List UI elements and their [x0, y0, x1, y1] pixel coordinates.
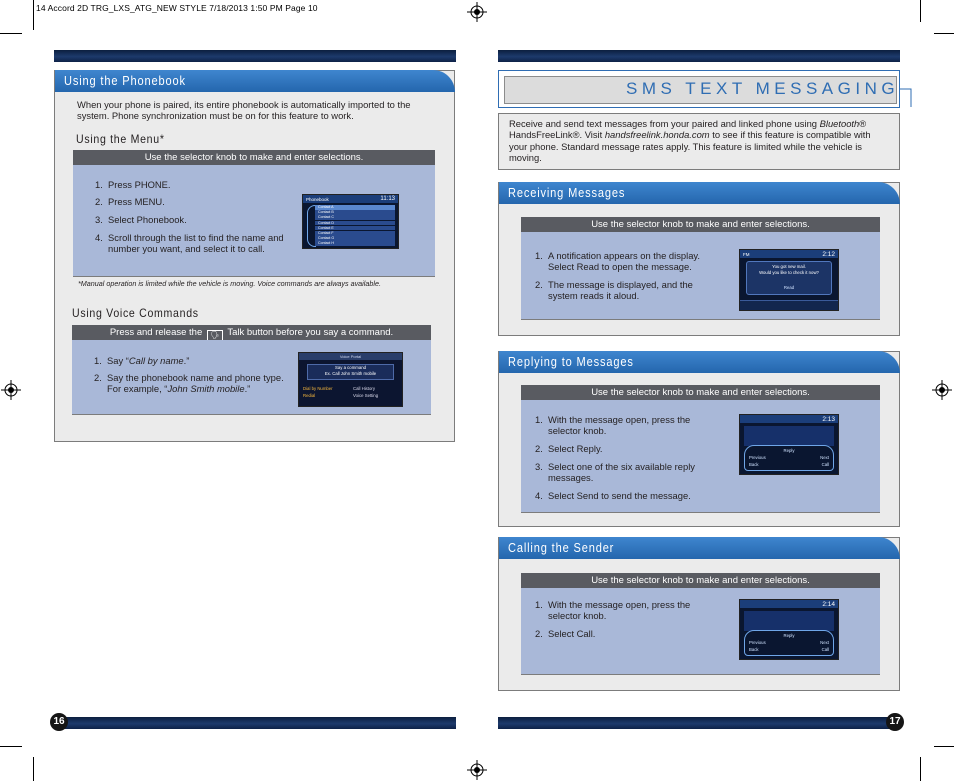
- menu-steps: [95, 179, 285, 254]
- top-band: [498, 50, 900, 62]
- voice-steps: [94, 355, 284, 394]
- phonebook-row: Contact B: [315, 210, 395, 215]
- phonebook-row: Contact C: [315, 215, 395, 220]
- calling-step: 1. With the message open, press the selector knob.: [535, 599, 691, 621]
- replying-step: 2. Select Reply.: [535, 443, 603, 454]
- phonebook-row: Contact A: [315, 205, 395, 210]
- page-title: SMS TEXT MESSAGING: [626, 79, 900, 98]
- calling-step: 2. Select Call.: [535, 628, 596, 639]
- page-number: 16: [50, 713, 68, 731]
- screen-line: Ex. Call John Smith mobile: [324, 371, 377, 376]
- screen-line: You got new mail.: [772, 264, 806, 269]
- crop-mark: [0, 33, 22, 34]
- crop-mark: [920, 757, 921, 781]
- section-tab-receiving: Receiving Messages: [499, 182, 900, 204]
- registration-mark-icon: [467, 760, 487, 780]
- menu-step: 4. Scroll through the list to find the name and number you want, and select it to call.: [95, 232, 284, 254]
- menu-step: 3. Select Phonebook.: [95, 214, 187, 225]
- menu-step: 1. Press PHONE.: [95, 179, 171, 190]
- fm-label: FM: [743, 251, 750, 257]
- crop-mark: [33, 0, 34, 30]
- page-number: 17: [886, 713, 904, 731]
- receiving-step: 2. The message is displayed, and the system reads it aloud.: [535, 279, 693, 301]
- menu-subheading: Using the Menu*: [76, 132, 165, 146]
- voice-subheading: Using Voice Commands: [72, 306, 199, 320]
- crop-mark: [920, 0, 921, 22]
- print-slug: 14 Accord 2D TRG_LXS_ATG_NEW STYLE 7/18/2013 1:50 PM Page 10: [36, 3, 318, 13]
- registration-mark-icon: [932, 380, 952, 400]
- voice-portal-screen-image: [298, 352, 403, 407]
- talk-button-icon: 🗣: [207, 330, 223, 342]
- screen-clock: 11:13: [380, 196, 395, 202]
- registration-mark-icon: [1, 380, 21, 400]
- screen-option: Dial by Number: [303, 386, 333, 391]
- menu-option-reply: Reply: [783, 633, 795, 638]
- receiving-instruction-bar: Use the selector knob to make and enter selections.: [521, 217, 880, 232]
- section-tab-phonebook: Using the Phonebook: [55, 70, 455, 92]
- menu-footnote: *Manual operation is limited while the vehicle is moving. Voice commands are always available.: [78, 279, 381, 288]
- section-tab-calling: Calling the Sender: [499, 537, 900, 559]
- menu-instruction-bar: Use the selector knob to make and enter selections.: [73, 150, 435, 165]
- phonebook-list: [315, 205, 395, 247]
- phonebook-row: Contact H: [315, 241, 395, 246]
- bottom-band: [54, 717, 456, 729]
- crop-mark: [0, 746, 22, 747]
- voice-step: 1. Say “Call by name.”: [94, 355, 190, 366]
- phonebook-screen-image: [302, 194, 399, 249]
- screen-line: Say a command: [334, 365, 367, 370]
- voice-instruction-bar: [72, 325, 431, 340]
- menu-option-call: Call: [821, 647, 829, 652]
- sms-intro: Receive and send text messages from your paired and linked phone using Bluetooth® HandsFreeLink®. Visit handsfreelink.honda.com to see if this feature is compatible with your phone. Standard message rates apply. This feature is limited while the vehicle is moving.: [509, 118, 871, 163]
- calling-steps: [535, 599, 720, 639]
- menu-option-back: Back: [749, 462, 759, 467]
- replying-step: 3. Select one of the six available reply messages.: [535, 461, 695, 483]
- receiving-steps: [535, 250, 720, 301]
- calling-instruction-bar: Use the selector knob to make and enter selections.: [521, 573, 880, 588]
- screen-clock: 2:13: [822, 415, 835, 423]
- phonebook-intro: When your phone is paired, its entire phonebook is automatically imported to the system. Phone synchronization must be on for this feature to work.: [77, 99, 411, 122]
- replying-steps: [535, 414, 720, 501]
- voice-bar-text-after: Talk button before you say a command.: [227, 327, 394, 338]
- call-screen-image: [739, 599, 839, 660]
- screen-action: Read: [783, 285, 795, 290]
- crop-mark: [934, 33, 954, 34]
- replying-step: 4. Select Send to send the message.: [535, 490, 691, 501]
- section-tab-replying: Replying to Messages: [499, 351, 900, 373]
- new-mail-screen-image: [739, 249, 839, 311]
- phonebook-row: Contact E: [315, 226, 395, 231]
- screen-title: Voice Portal: [299, 353, 402, 360]
- screen-option: Voice Setting: [353, 393, 379, 398]
- registration-mark-icon: [467, 2, 487, 22]
- replying-instruction-bar: Use the selector knob to make and enter selections.: [521, 385, 880, 400]
- screen-line: Would you like to check it now?: [759, 270, 819, 275]
- voice-bar-text-before: Press and release the: [109, 327, 203, 338]
- menu-option-previous: Previous: [749, 455, 766, 460]
- menu-step: 2. Press MENU.: [95, 196, 165, 207]
- screen-option: Call History: [353, 386, 375, 391]
- phonebook-row: Contact G: [315, 236, 395, 241]
- screen-option: Redial: [303, 393, 316, 398]
- screen-clock: 2:12: [822, 250, 835, 258]
- replying-step: 1. With the message open, press the selector knob.: [535, 414, 691, 436]
- phonebook-row: Contact D: [315, 221, 395, 226]
- reply-screen-image: [739, 414, 839, 475]
- menu-option-next: Next: [820, 640, 829, 645]
- menu-option-previous: Previous: [749, 640, 766, 645]
- menu-option-next: Next: [820, 455, 829, 460]
- screen-title: Phonebook: [306, 196, 329, 202]
- menu-option-reply: Reply: [783, 448, 795, 453]
- voice-step: 2. Say the phonebook name and phone type. For example, “John Smith mobile.”: [94, 372, 284, 394]
- phonebook-row: Contact F: [315, 231, 395, 236]
- menu-option-call: Call: [821, 462, 829, 467]
- receiving-step: 1. A notification appears on the display. Select Read to open the message.: [535, 250, 701, 272]
- top-band: [54, 50, 456, 62]
- menu-option-back: Back: [749, 647, 759, 652]
- screen-clock: 2:14: [822, 600, 835, 608]
- bottom-band: [498, 717, 900, 729]
- crop-mark: [934, 746, 954, 747]
- crop-mark: [33, 757, 34, 781]
